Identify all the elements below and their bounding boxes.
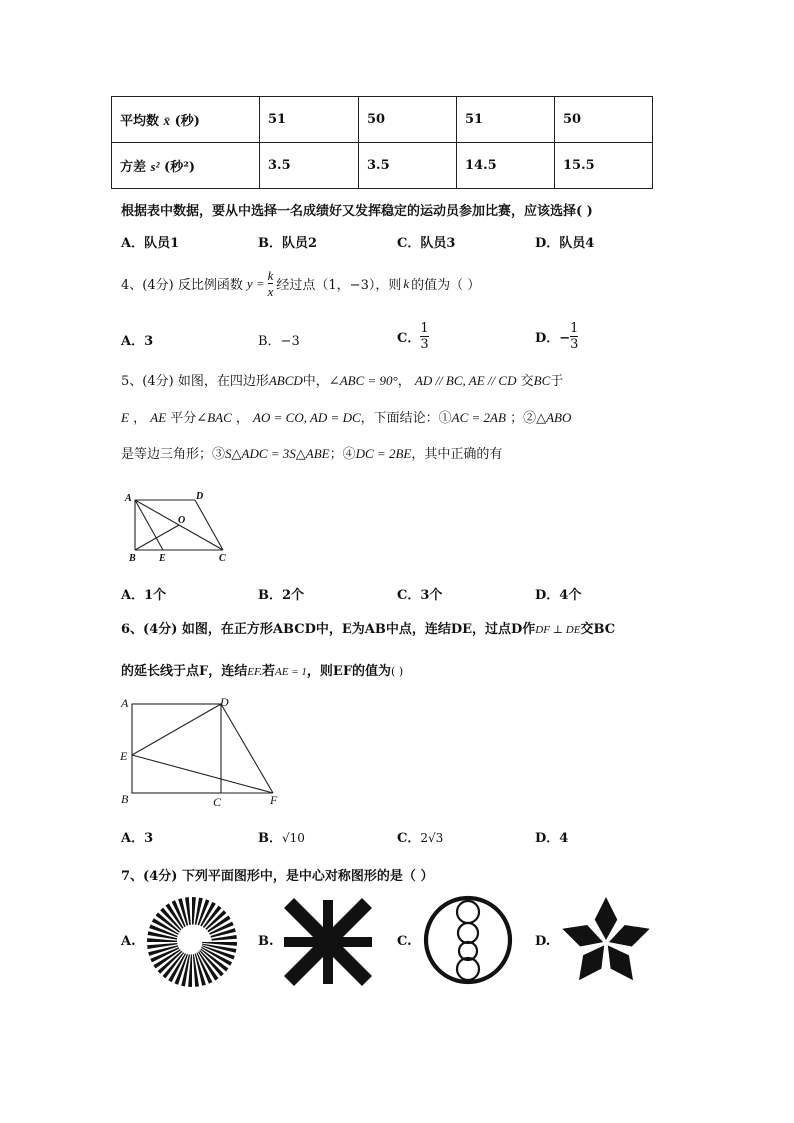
label-b: B xyxy=(129,553,136,564)
q6-figure xyxy=(116,693,288,811)
q3-prompt: 根据表中数据，要从中选择一名成绩好又发挥稳定的运动员参加比赛，应该选择( ) xyxy=(121,204,593,219)
q6-option-b[interactable]: B．√10 xyxy=(258,831,305,846)
q5-option-b[interactable]: B．2个 xyxy=(258,588,305,603)
q7-option-d-label[interactable]: D. xyxy=(535,934,551,949)
q5-option-d[interactable]: D．4个 xyxy=(535,588,582,603)
q7-prompt: 7、(4分) 下列平面图形中，是中心对称图形的是（ ） xyxy=(121,869,434,884)
star-arrows-figure xyxy=(284,898,372,986)
table-row xyxy=(112,143,653,189)
label-c: C xyxy=(213,795,222,809)
table-cell: 50 xyxy=(359,97,457,143)
q3-option-b[interactable]: B．队员2 xyxy=(258,236,318,251)
q5-line-2: E ， AE 平分∠BAC ， AO = CO, AD = DC，下面结论：①AC = 2AB ；②△ABO xyxy=(121,410,572,426)
q3-option-c[interactable]: C．队员3 xyxy=(397,236,456,251)
nested-circles-figure xyxy=(425,897,511,983)
q7-figure-c[interactable] xyxy=(422,893,514,987)
table-cell: 51 xyxy=(457,97,555,143)
kite-star-figure xyxy=(562,897,649,980)
label-f: F xyxy=(270,793,278,807)
sunburst-figure xyxy=(147,897,237,987)
table-cell: 3.5 xyxy=(260,143,359,189)
q6-option-d[interactable]: D．4 xyxy=(535,831,569,846)
q5-line-3: 是等边三角形；③S△ADC = 3S△ABE；④DC = 2BE，其中正确的有 xyxy=(121,446,503,462)
label-b: B xyxy=(121,792,129,806)
stats-table xyxy=(111,96,653,189)
table-row xyxy=(112,97,653,143)
q6-line-1: 6、(4分) 如图，在正方形ABCD中，E为AB中点，连结DE，过点D作DF ⊥ DE交BC xyxy=(121,622,616,637)
table-cell: 15.5 xyxy=(555,143,653,189)
segment-df xyxy=(221,704,273,793)
q6-line-2: 的延长线于点F，连结EF.若AE = 1，则EF的值为( ) xyxy=(121,664,404,679)
label-e: E xyxy=(120,749,128,763)
q4-fraction: $\frac{k}{x}$ xyxy=(267,268,274,299)
label-d: D xyxy=(196,491,204,502)
q7-figure-d[interactable] xyxy=(558,893,654,987)
table-cell: 3.5 xyxy=(359,143,457,189)
q6-option-c[interactable]: C．2√3 xyxy=(397,831,444,846)
q5-option-c[interactable]: C．3个 xyxy=(397,588,443,603)
q7-option-a-label[interactable]: A. xyxy=(121,934,136,949)
q4-option-c[interactable]: C． $\frac{1}{3}$ xyxy=(397,321,429,352)
table-cell: 14.5 xyxy=(457,143,555,189)
q4-option-a[interactable]: A．3 xyxy=(121,334,154,349)
row-label: 平均数 x̄ (秒) xyxy=(112,97,260,143)
table-cell: 50 xyxy=(555,97,653,143)
segment-ef xyxy=(132,755,273,793)
q7-figure-b[interactable] xyxy=(284,898,372,986)
label-c: C xyxy=(219,553,226,564)
q7-option-c-label[interactable]: C. xyxy=(397,934,412,949)
q7-option-b-label[interactable]: B. xyxy=(258,934,274,949)
q4-stem: 4、(4分) 反比例函数 y = $\frac{k}{x}$ 经过点（1，−3），则 k 的值为（ ） xyxy=(121,268,481,299)
q5-figure xyxy=(118,488,238,568)
q7-figure-a[interactable] xyxy=(146,896,238,988)
label-a: A xyxy=(125,493,132,504)
table-cell: 51 xyxy=(260,97,359,143)
q3-option-a[interactable]: A．队员1 xyxy=(121,236,180,251)
label-a: A xyxy=(121,696,129,710)
q4-option-b[interactable]: B．−3 xyxy=(258,334,300,349)
segment-ed xyxy=(132,704,221,755)
label-e: E xyxy=(159,553,166,564)
square-abcd xyxy=(132,704,221,793)
q6-option-a[interactable]: A．3 xyxy=(121,831,154,846)
row-label: 方差 s² (秒²) xyxy=(112,143,260,189)
q4-option-d[interactable]: D．− $\frac{1}{3}$ xyxy=(535,321,579,352)
q5-option-a[interactable]: A．1个 xyxy=(121,588,167,603)
segment-bo xyxy=(135,525,179,550)
q5-line-1: 5、(4分) 如图，在四边形ABCD中，∠ABC = 90°， AD // BC, AE // CD 交BC于 xyxy=(121,373,564,389)
label-o: O xyxy=(178,515,186,526)
label-d: D xyxy=(220,695,229,709)
q3-option-d[interactable]: D．队员4 xyxy=(535,236,595,251)
